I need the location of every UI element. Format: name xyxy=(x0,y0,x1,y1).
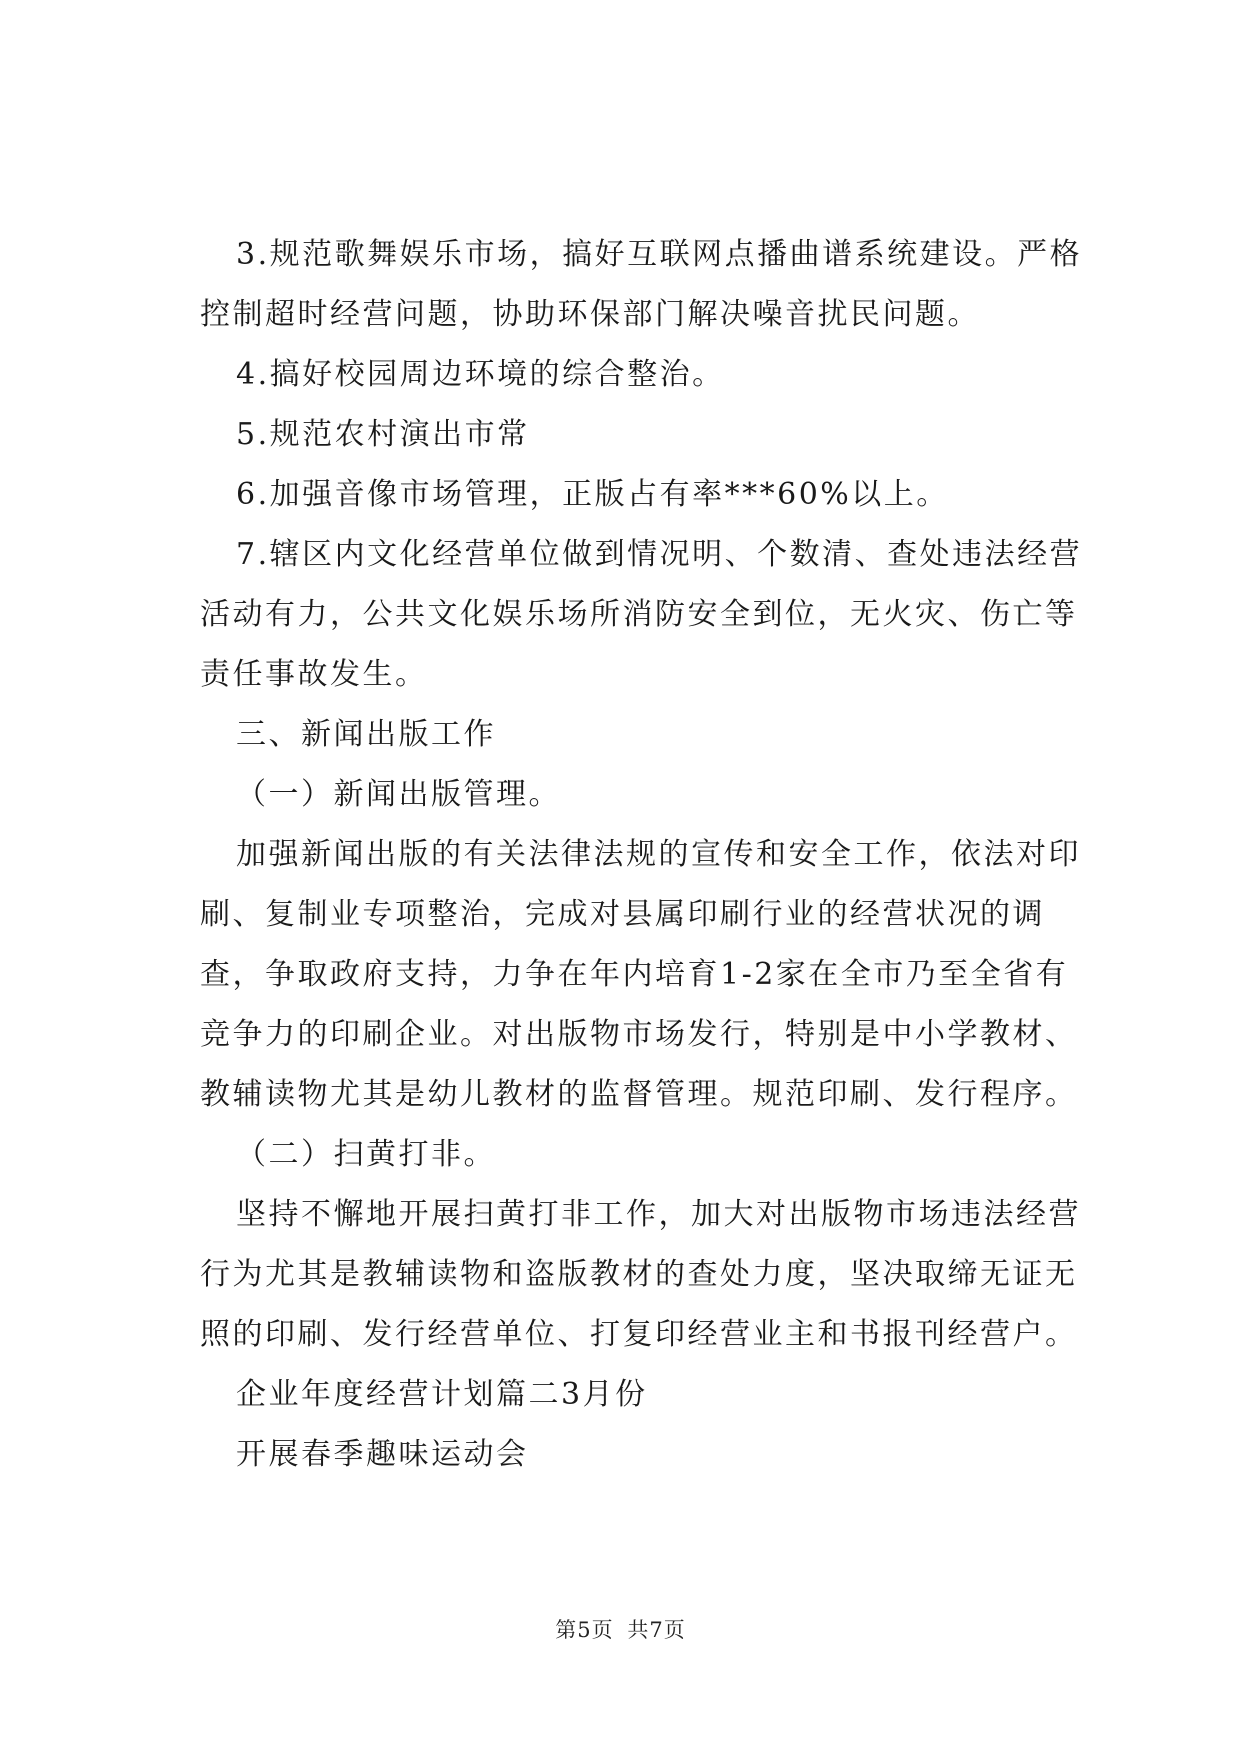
paragraph-sports-meet: 开展春季趣味运动会 xyxy=(236,1437,529,1472)
page-total: 共7页 xyxy=(627,1618,686,1642)
section-heading-3: 三、新闻出版工作 xyxy=(236,717,496,752)
paragraph-item-6: 6.加强音像市场管理，正版占有率***60%以上。 xyxy=(236,477,949,512)
paragraph-plan-title: 企业年度经营计划篇二3月份 xyxy=(236,1377,648,1412)
page-number: 第5页 xyxy=(555,1618,614,1642)
subsection-heading-1: （一）新闻出版管理。 xyxy=(236,777,561,812)
subsection-heading-2: （二）扫黄打非。 xyxy=(236,1137,496,1172)
paragraph-item-3: 3.规范歌舞娱乐市场，搞好互联网点播曲谱系统建设。严格控制超时经营问题，协助环保部门解决噪音扰民问题。 xyxy=(200,237,1083,332)
paragraph-anti-piracy: 坚持不懈地开展扫黄打非工作，加大对出版物市场违法经营行为尤其是教辅读物和盗版教材的查处力度，坚决取缔无证无照的印刷、发行经营单位、打复印经营业主和书报刊经营户。 xyxy=(200,1197,1081,1352)
paragraph-item-5: 5.规范农村演出市常 xyxy=(236,417,530,452)
paragraph-publishing-management: 加强新闻出版的有关法律法规的宣传和安全工作，依法对印刷、复制业专项整治，完成对县属印刷行业的经营状况的调查，争取政府支持，力争在年内培育1-2家在全市乃至全省有竞争力的印刷企业。对出版物市场发行，特别是中小学教材、教辅读物尤其是幼儿教材的监督管理。规范印刷、发行程序。 xyxy=(200,837,1081,1112)
paragraph-item-7: 7.辖区内文化经营单位做到情况明、个数清、查处违法经营活动有力，公共文化娱乐场所消防安全到位，无火灾、伤亡等责任事故发生。 xyxy=(200,537,1083,692)
page-footer xyxy=(0,1614,1241,1644)
paragraph-item-4: 4.搞好校园周边环境的综合整治。 xyxy=(236,357,725,392)
document-body xyxy=(200,225,1085,1485)
